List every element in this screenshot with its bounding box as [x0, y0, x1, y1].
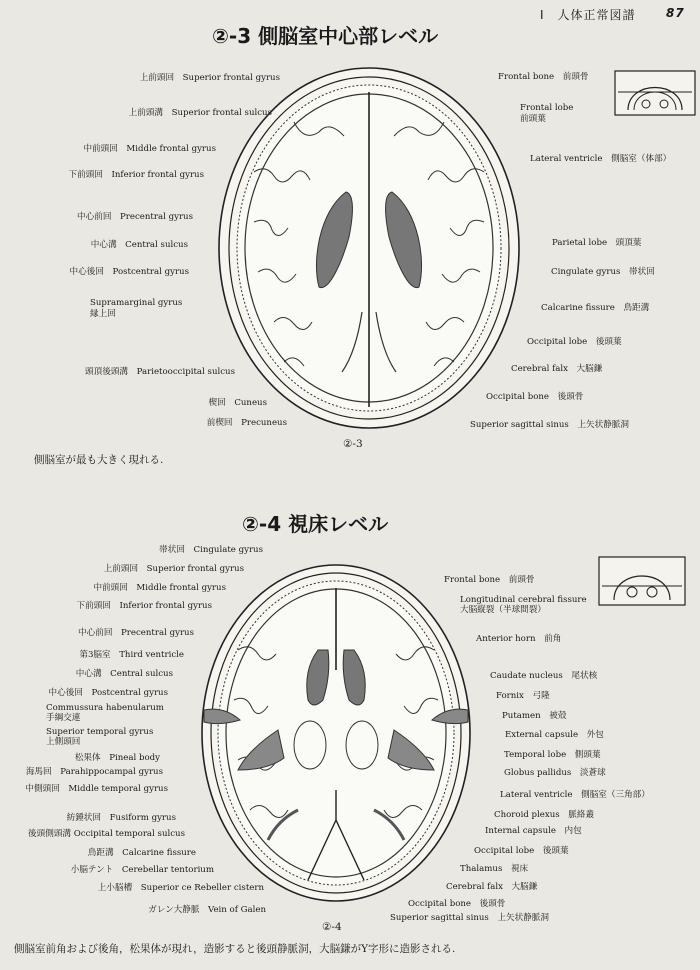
label-cerebral-falx-2: Cerebral falx 大脳鎌	[446, 882, 538, 892]
section2-description: 側脳室前角および後角，松果体が現れ，造影すると後頭静脈洞，大脳鎌がY字形に造影される.	[14, 943, 456, 955]
label-fusiform-gyrus: 紡錘状回 Fusiform gyrus	[66, 813, 176, 823]
label-occipital-lobe-2: Occipital lobe 後頭葉	[474, 846, 569, 856]
label-superior-sagittal-sinus: Superior sagittal sinus 上矢状静脈洞	[470, 420, 629, 430]
label-globus-pallidus: Globus pallidus 淡蒼球	[504, 768, 606, 778]
label-precentral-gyrus-2: 中心前回 Precentral gyrus	[78, 628, 194, 638]
label-frontal-lobe: Frontal lobe	[520, 103, 574, 113]
label-internal-capsule: Internal capsule 内包	[485, 826, 582, 836]
label-inferior-frontal-gyrus: 下前頭回 Inferior frontal gyrus	[68, 170, 204, 180]
label-longitudinal-cerebral-fissure-jp: 大脳縦裂（半球間裂）	[460, 605, 546, 615]
label-postcentral-gyrus: 中心後回 Postcentral gyrus	[69, 267, 189, 277]
label-supramarginal-gyrus-jp: 縁上回	[90, 309, 116, 319]
label-superior-temporal-gyrus-jp: 上側頭回	[46, 737, 81, 747]
label-longitudinal-cerebral-fissure: Longitudinal cerebral fissure	[460, 595, 587, 605]
label-superior-cerebellar-cistern: 上小脳槽 Superior ce Rebeller cistern	[97, 883, 264, 893]
chapter-heading: I 人体正常図譜	[540, 8, 636, 22]
label-occipital-bone-2: Occipital bone 後頭骨	[408, 899, 506, 909]
label-precuneus: 前楔回 Precuneus	[206, 418, 287, 428]
label-temporal-lobe: Temporal lobe 側頭葉	[504, 750, 601, 760]
label-parahippocampal-gyrus: 海馬回 Parahippocampal gyrus	[25, 767, 163, 777]
label-fornix: Fornix 弓隆	[496, 691, 550, 701]
section2-title: ②-4 視床レベル	[242, 512, 389, 536]
label-lateral-ventricle-body: Lateral ventricle 側脳室（体部）	[530, 154, 672, 164]
label-supramarginal-gyrus: Supramarginal gyrus	[90, 298, 183, 308]
label-frontal-bone-2: Frontal bone 前頭骨	[444, 575, 535, 585]
label-cerebral-falx: Cerebral falx 大脳鎌	[511, 364, 603, 374]
label-postcentral-gyrus-2: 中心後回 Postcentral gyrus	[48, 688, 168, 698]
label-superior-frontal-gyrus: 上前頭回 Superior frontal gyrus	[139, 73, 280, 83]
label-lateral-ventricle-trigone: Lateral ventricle 側脳室（三角部）	[500, 790, 650, 800]
label-frontal-lobe-jp: 前頭葉	[520, 114, 546, 124]
label-vein-of-galen: ガレン大静脈 Vein of Galen	[148, 905, 266, 915]
section1-description: 側脳室が最も大きく現れる.	[34, 454, 164, 466]
label-middle-frontal-gyrus-2: 中前頭回 Middle frontal gyrus	[93, 583, 226, 593]
skull-thumbnail-2	[598, 556, 686, 606]
label-parietooccipital-sulcus: 頭頂後頭溝 Parietooccipital sulcus	[85, 367, 235, 377]
label-superior-frontal-sulcus: 上前頭溝 Superior frontal sulcus	[128, 108, 272, 118]
label-commussura-habenularum-jp: 手綱交連	[46, 713, 81, 723]
label-inferior-frontal-gyrus-2: 下前頭回 Inferior frontal gyrus	[76, 601, 212, 611]
label-precentral-gyrus: 中心前回 Precentral gyrus	[77, 212, 193, 222]
figure-caption-1: ②-3	[343, 438, 363, 450]
label-commussura-habenularum: Commussura habenularum	[46, 703, 164, 713]
label-occipital-lobe: Occipital lobe 後頭葉	[527, 337, 622, 347]
label-external-capsule: External capsule 外包	[505, 730, 604, 740]
label-superior-frontal-gyrus-2: 上前頭回 Superior frontal gyrus	[103, 564, 244, 574]
section1-title: ②-3 側脳室中心部レベル	[212, 24, 439, 48]
label-occipital-bone: Occipital bone 後頭骨	[486, 392, 584, 402]
label-calcarine-fissure: Calcarine fissure 鳥距溝	[541, 303, 650, 313]
label-middle-frontal-gyrus: 中前頭回 Middle frontal gyrus	[83, 144, 216, 154]
label-caudate-nucleus: Caudate nucleus 尾状核	[490, 671, 598, 681]
label-cingulate-gyrus: Cingulate gyrus 帯状回	[551, 267, 655, 277]
label-choroid-plexus: Choroid plexus 脈絡叢	[494, 810, 595, 820]
label-anterior-horn: Anterior horn 前角	[476, 634, 562, 644]
label-calcarine-fissure-2: 鳥距溝 Calcarine fissure	[87, 848, 196, 858]
label-occipital-temporal-sulcus: 後頭側頭溝 Occipital temporal sulcus	[28, 829, 185, 839]
label-third-ventricle: 第3脳室 Third ventricle	[79, 650, 184, 660]
label-superior-sagittal-sinus-2: Superior sagittal sinus 上矢状静脈洞	[390, 913, 549, 923]
label-cingulate-gyrus-2: 帯状回 Cingulate gyrus	[159, 545, 263, 555]
label-thalamus: Thalamus 視床	[460, 864, 529, 874]
label-central-sulcus: 中心溝 Central sulcus	[90, 240, 188, 250]
label-putamen: Putamen 被殻	[502, 711, 567, 721]
label-central-sulcus-2: 中心溝 Central sulcus	[75, 669, 173, 679]
label-pineal-body: 松果体 Pineal body	[74, 753, 160, 763]
brain-diagram-2	[198, 560, 474, 906]
skull-thumbnail-1	[614, 70, 696, 116]
label-cerebellar-tentorium: 小脳テント Cerebellar tentorium	[70, 865, 214, 875]
label-middle-temporal-gyrus: 中側頭回 Middle temporal gyrus	[25, 784, 168, 794]
label-frontal-bone: Frontal bone 前頭骨	[498, 72, 589, 82]
page-number: 87	[666, 6, 685, 20]
label-parietal-lobe: Parietal lobe 頭頂葉	[552, 238, 642, 248]
label-superior-temporal-gyrus: Superior temporal gyrus	[46, 727, 154, 737]
figure-caption-2: ②-4	[322, 921, 342, 933]
label-cuneus: 楔回 Cuneus	[208, 398, 267, 408]
